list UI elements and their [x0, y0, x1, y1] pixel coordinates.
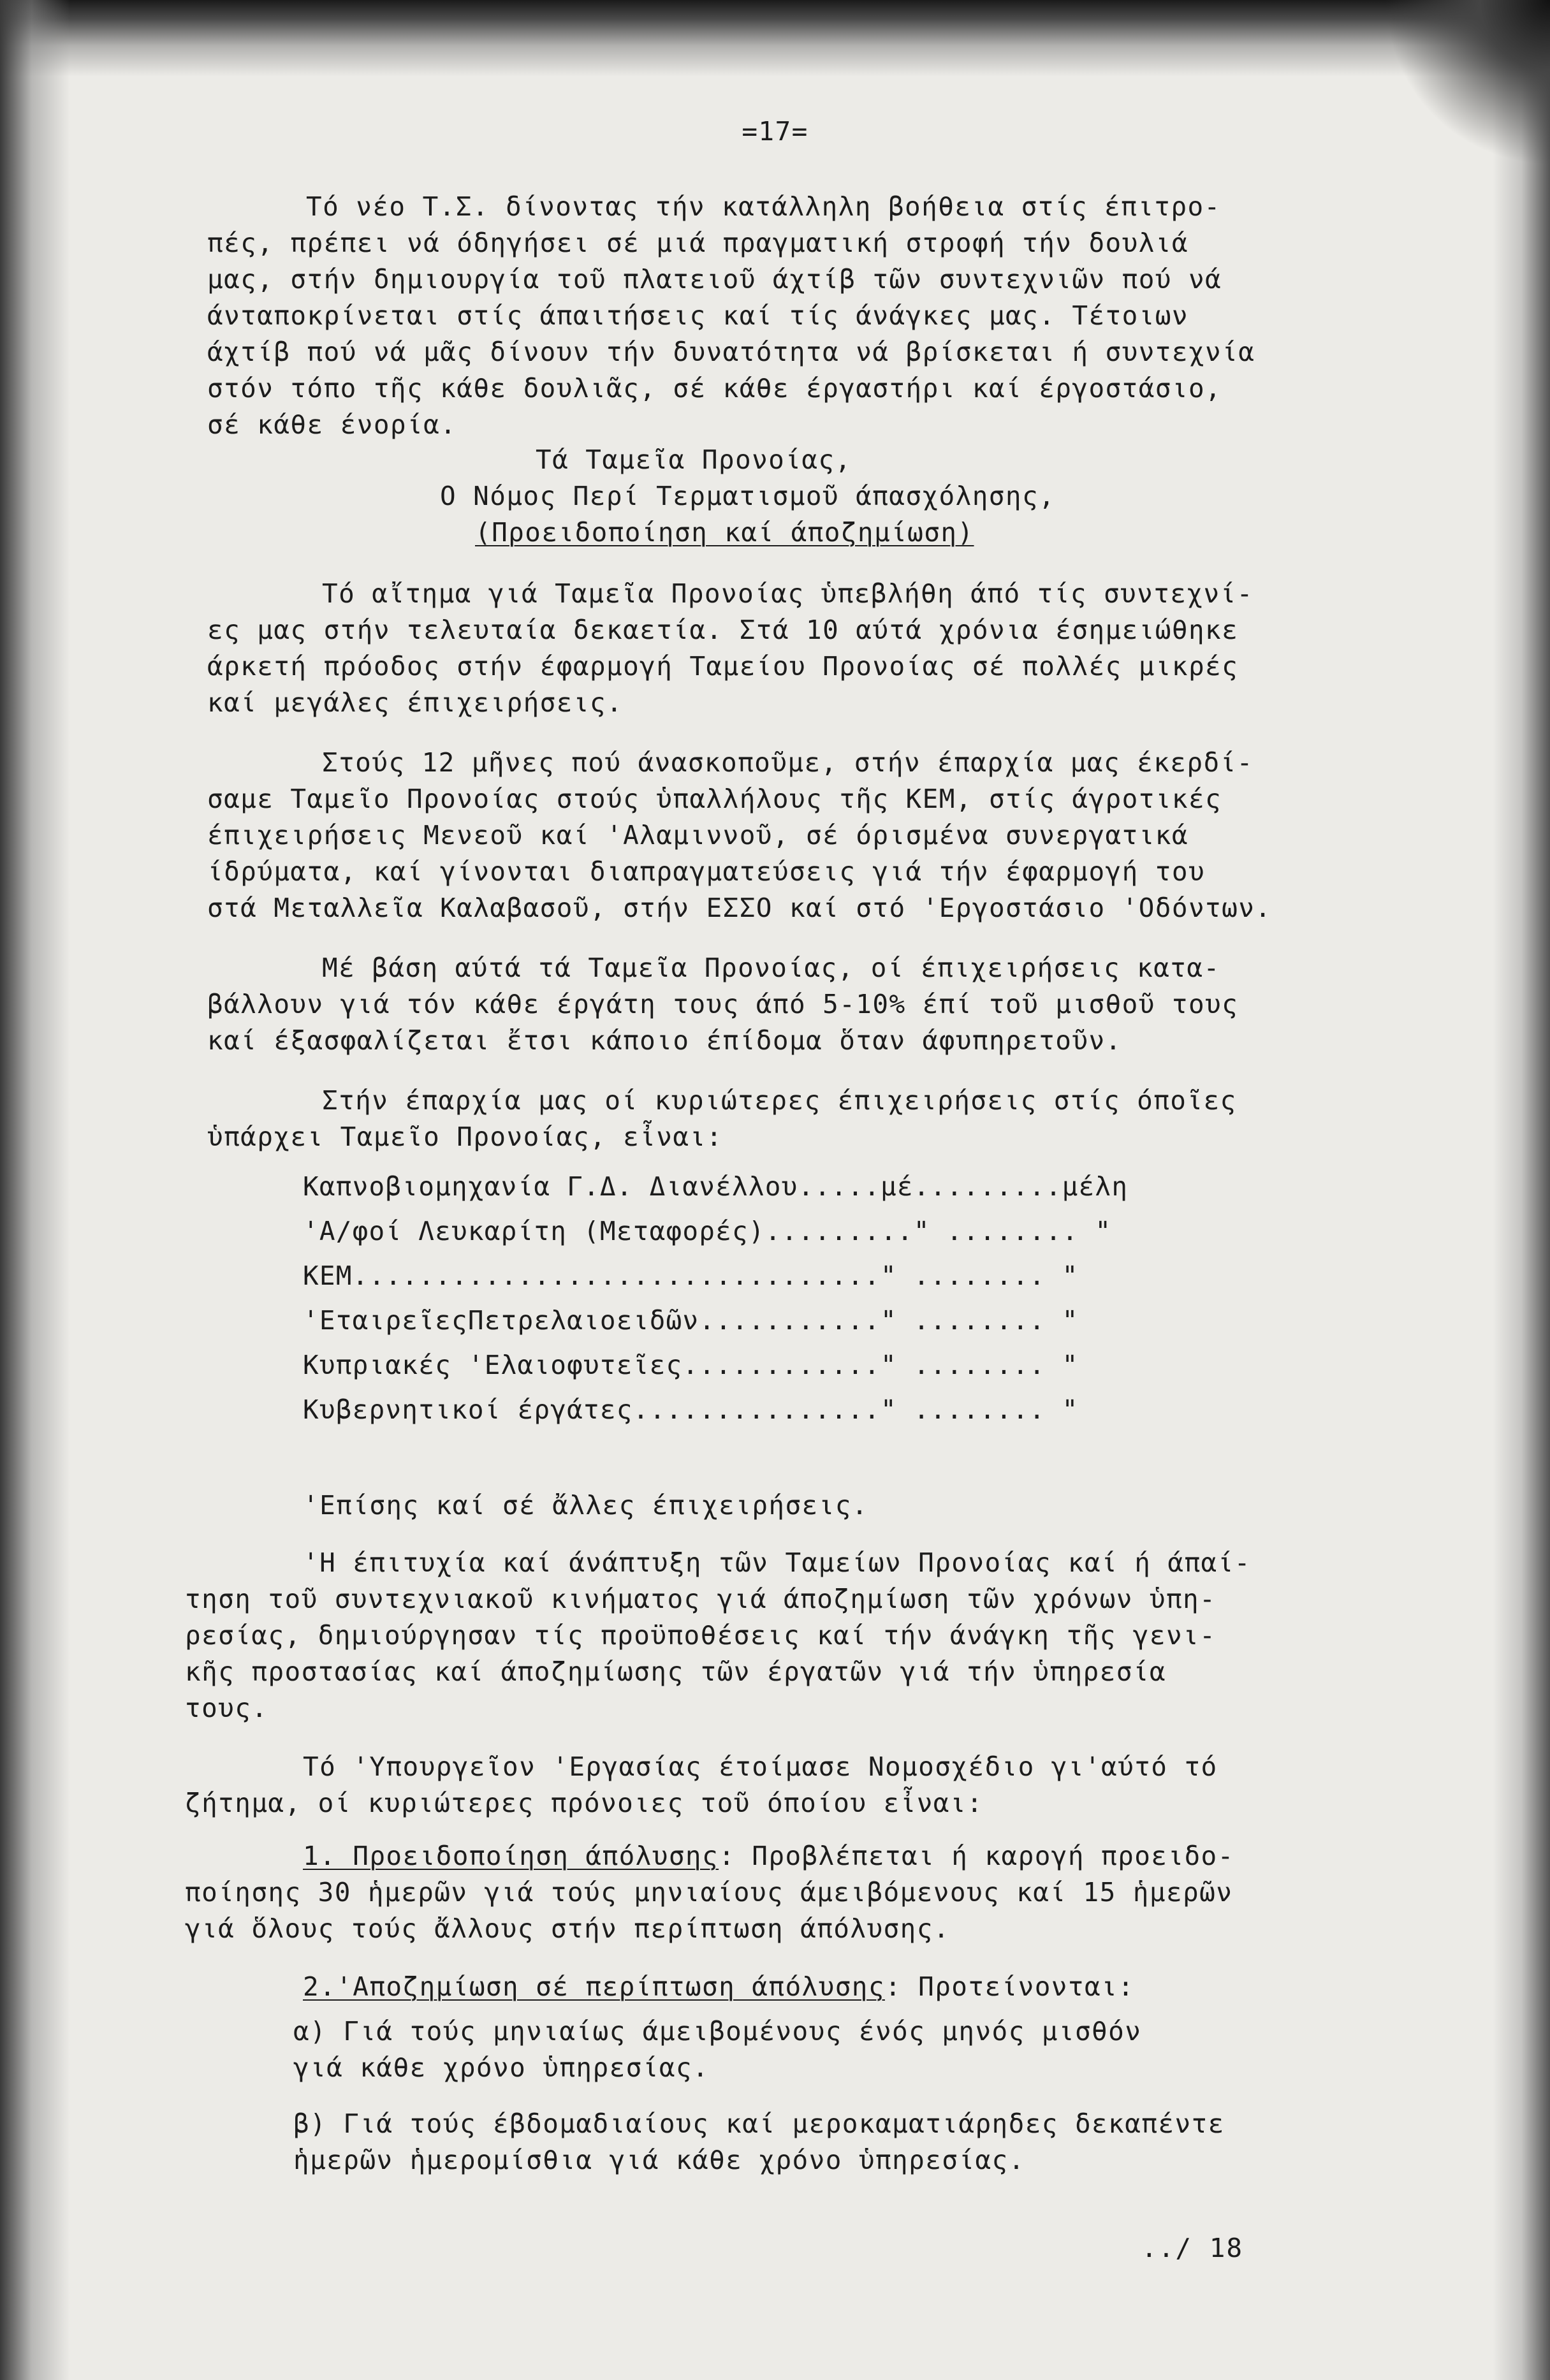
item2-first-line [303, 1970, 1134, 2003]
item2b-line: ἡμερῶν ἡμερομίσθια γιά κάθε χρόνο ὑπηρεσίας. [293, 2145, 1025, 2175]
enterprise-row: 'ΕταιρεῖεςΠετρελαιοειδῶν..........." ........ " [303, 1305, 1079, 1336]
para1-line: Τό νέο Τ.Σ. δίνοντας τήν κατάλληλη βοήθεια στίς έπιτρο- [306, 191, 1221, 222]
enterprise-row: 'Α/φοί Λευκαρίτη (Μεταφορές)........." ........ " [303, 1216, 1112, 1246]
para1-line: άχτίβ πού νά μᾶς δίνουν τήν δυνατότητα νά βρίσκεται ή συντεχνία [207, 337, 1255, 367]
para1-line: πές, πρέπει νά όδηγήσει σέ μιά πραγματική στροφή τήν δουλιά [207, 228, 1188, 258]
section-heading: Ο Νόμος Περί Τερματισμοῦ άπασχόλησης, [440, 481, 1056, 511]
para5-line: ὑπάρχει Ταμεῖο Προνοίας, εἶναι: [207, 1121, 723, 1152]
para3-line: σαμε Ταμεῖο Προνοίας στούς ὑπαλλήλους τῆς ΚΕΜ, στίς άγροτικές [207, 784, 1222, 814]
para7-line: κῆς προστασίας καί άποζημίωσης τῶν έργατῶν γιά τήν ὑπηρεσία [185, 1656, 1166, 1687]
para7-line: ρεσίας, δημιούργησαν τίς προϋποθέσεις καί τήν άνάγκη τῆς γενι- [185, 1620, 1217, 1651]
item2a-line: γιά κάθε χρόνο ὑπηρεσίας. [293, 2052, 710, 2083]
item2-title: 2.'Αποζημίωση σέ περίπτωση άπόλυσης [303, 1971, 885, 2002]
para1-line: σέ κάθε ένορία. [207, 409, 457, 440]
para3-line: έπιχειρήσεις Μενεοῦ καί 'Αλαμιννοῦ, σέ όρισμένα συνεργατικά [207, 820, 1188, 851]
enterprise-row: ΚΕΜ................................" ........ " [303, 1260, 1079, 1291]
continuation-marker: ../ 18 [1141, 2233, 1244, 2263]
scan-shadow-top [0, 0, 1550, 77]
para1-line: άνταποκρίνεται στίς άπαιτήσεις καί τίς άνάγκες μας. Τέτοιων [207, 300, 1188, 331]
para2-line: Τό αἴτημα γιά Ταμεῖα Προνοίας ὑπεβλήθη άπό τίς συντεχνί- [322, 578, 1254, 609]
para7-line: 'Η έπιτυχία καί άνάπτυξη τῶν Ταμείων Προνοίας καί ή άπαί- [303, 1547, 1251, 1578]
para3-line: Στούς 12 μῆνες πού άνασκοποῦμε, στήν έπαρχία μας έκερδί- [322, 747, 1254, 778]
para4-line: καί έξασφαλίζεται ἔτσι κάποιο έπίδομα ὅταν άφυπηρετοῦν. [207, 1025, 1122, 1056]
para3-line: στά Μεταλλεῖα Καλαβασοῦ, στήν ΕΣΣΟ καί στό 'Εργοστάσιο 'Οδόντων. [207, 893, 1272, 923]
para1-line: στόν τόπο τῆς κάθε δουλιᾶς, σέ κάθε έργαστήρι καί έργοστάσιο, [207, 373, 1222, 404]
para7-line: τηση τοῦ συντεχνιακοῦ κινήματος γιά άποζημίωση τῶν χρόνων ὑπη- [185, 1584, 1217, 1614]
item1-title: 1. Προειδοποίηση άπόλυσης [303, 1841, 719, 1871]
para8-line: ζήτημα, οί κυριώτερες πρόνοιες τοῦ όποίου εἶναι: [185, 1788, 984, 1818]
para4-line: βάλλουν γιά τόν κάθε έργάτη τους άπό 5-10% έπί τοῦ μισθοῦ τους [207, 989, 1239, 1019]
section-heading: (Προειδοποίηση καί άποζημίωση) [475, 517, 974, 548]
para2-line: άρκετή πρόοδος στήν έφαρμογή Ταμείου Προνοίας σέ πολλές μικρές [207, 651, 1239, 682]
para3-line: ίδρύματα, καί γίνονται διαπραγματεύσεις γιά τήν έφαρμογή του [207, 856, 1206, 887]
scan-shadow-right [1493, 0, 1550, 2380]
para5-line: Στήν έπαρχία μας οί κυριώτερες έπιχειρήσεις στίς όποῖες [322, 1085, 1237, 1116]
para8-line: Τό 'Υπουργεῖον 'Εργασίας έτοίμασε Νομοσχέδιο γι'αύτό τό [303, 1751, 1218, 1782]
para7-line: τους. [185, 1693, 268, 1723]
para2-line: ες μας στήν τελευταία δεκαετία. Στά 10 αύτά χρόνια έσημειώθηκε [207, 615, 1239, 645]
item1-first-line [303, 1839, 1234, 1873]
page-number: =17= [742, 116, 808, 147]
enterprise-row: Καπνοβιομηχανία Γ.Δ. Διανέλλου.....μέ.........μέλη [303, 1171, 1129, 1202]
enterprise-row: Κυπριακές 'Ελαιοφυτεῖες............" ........ " [303, 1350, 1079, 1380]
item1-line: ποίησης 30 ἡμερῶν γιά τούς μηνιαίους άμειβόμενους καί 15 ἡμερῶν [185, 1877, 1233, 1908]
para4-line: Μέ βάση αύτά τά Ταμεῖα Προνοίας, οί έπιχειρήσεις κατα- [322, 953, 1220, 983]
item1-rest: : Προβλέπεται ή καρογή προειδο- [719, 1841, 1234, 1871]
enterprise-row: Κυβερνητικοί έργάτες..............." ........ " [303, 1394, 1079, 1425]
scan-shadow-left [0, 0, 70, 2380]
item1-line: γιά ὅλους τούς ἄλλους στήν περίπτωση άπόλυσης. [185, 1913, 950, 1944]
item2-rest: : Προτείνονται: [884, 1971, 1135, 2002]
item2a-line: α) Γιά τούς μηνιαίως άμειβομένους ένός μηνός μισθόν [293, 2016, 1142, 2047]
item2b-line: β) Γιά τούς έβδομαδιαίους καί μεροκαματιάρηδες δεκαπέντε [293, 2108, 1225, 2139]
para2-line: καί μεγάλες έπιχειρήσεις. [207, 687, 624, 718]
para6-line: 'Επίσης καί σέ ἄλλες έπιχειρήσεις. [303, 1490, 868, 1521]
para1-line: μας, στήν δημιουργία τοῦ πλατειοῦ άχτίβ τῶν συντεχνιῶν πού νά [207, 264, 1222, 295]
section-heading: Τά Ταμεῖα Προνοίας, [536, 444, 852, 475]
